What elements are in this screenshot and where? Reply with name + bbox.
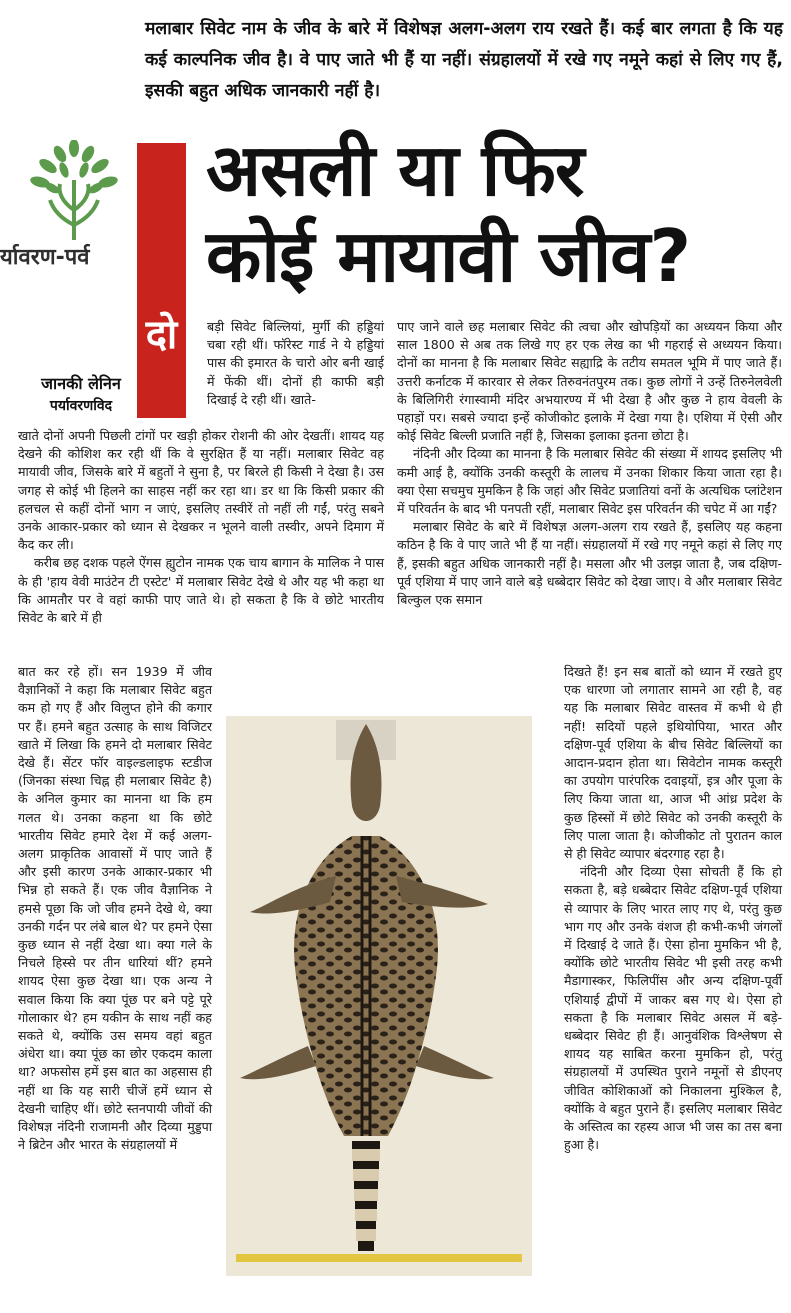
civet-specimen-photo (226, 716, 532, 1276)
article-column-2-top (397, 318, 782, 609)
author-name: जानकी लेनिन (41, 374, 121, 393)
headline (206, 127, 766, 299)
dropcap: दो (145, 312, 178, 358)
paragraph: बड़ी सिवेट बिल्लियां, मुर्गी की हड्डियां चबा रही थीं। फॉरेस्ट गार्ड ने ये हड्डियां पास की इमारत के चारो ओर बनी खाई में फेंकी थीं। दोनों ही काफी बड़ी दिखाई दे रही थीं। खाते- (207, 319, 384, 407)
paragraph: पाए जाने वाले छह मलाबार सिवेट की त्वचा और खोपड़ियों का अध्ययन किया और साल 1800 से अब तक लिखे गए हर एक लेख का भी गहराई से अध्ययन किया। दोनों का मानना है कि मलाबार सिवेट सह्याद्रि के तटीय समतल भूमि में पाए जाते हैं। उत्तरी कर्नाटक में कारवार से लेकर तिरुवनंतपुरम तक। कुछ लोगों ने उन्हें तिरुनेलवेली के बिलिगिरी रंगास्वामी मंदिर अभयारण्य में भी देखा है और कुछ ने हाय वेवली के पहाड़ों पर। सबसे ज्यादा इन्हें कोजीकोट इलाके में देखा गया है। एशिया में ऐसी और कोई सिवेट बिल्ली प्रजाति नहीं है, जिसका इलाका इतना छोटा है। (397, 319, 782, 444)
tree-logo-icon (24, 140, 124, 244)
paragraph: दिखते हैं! इन सब बातों को ध्यान में रखते हुए एक धारणा जो लगातार सामने आ रही है, वह यह कि मलाबार सिवेट वास्तव में कभी थे ही नहीं! सदियों पहले इथियोपिया, भारत और दक्षिण-पूर्व एशिया के बीच सिवेट बिल्लियों का आदान-प्रदान होता था। सिवेटोन नामक कस्तूरी का उपयोग पारंपरिक दवाइयों, इत्र और पूजा के लिए किया जाता था, आज भी आंध्र प्रदेश के कुछ हिस्सों में छोटे सिवेट को उनकी कस्तूरी के लिए पाला जाता है। कोजीकोट तो पुरातन काल से ही सिवेट व्यापार बंदरगाह रहा है। (564, 664, 782, 862)
paragraph: नंदिनी और दिव्या ऐसा सोचती हैं कि हो सकता है, बड़े धब्बेदार सिवेट दक्षिण-पूर्व एशिया से व्यापार के लिए भारत लाए गए थे, परंतु कुछ भाग गए और उनके वंशज ही कभी-कभी जंगलों में दिखाई दे जाते हैं। ऐसा होना मुमकिन भी है, क्योंकि छोटे भारतीय सिवेट भी इसी तरह कभी मैडागास्कर, फिलिपींस और अन्य दक्षिण-पूर्वी एशियाई द्वीपों में जाकर बस गए थे। ऐसा हो सकता है कि मलाबार सिवेट असल में बड़े-धब्बेदार सिवेट ही हैं। आनुवंशिक विश्लेषण से शायद यह साबित करना मुमकिन हो, परंतु संग्रहालयों में उपस्थित पुराने नमूनों से डीएनए जीवित कोशिकाओं को निकालना मुश्किल है, क्योंकि वे बहुत पुराने हैं। इसलिए मलाबार सिवेट के अस्तित्व का रहस्य आज भी जस का तस बना हुआ है। (564, 864, 782, 1153)
author-byline (22, 373, 140, 417)
article-deck: मलाबार सिवेट नाम के जीव के बारे में विशेषज्ञ अलग-अलग राय रखते हैं। कई बार लगता है कि यह कई काल्पनिक जीव है। वे पाए जाते भी हैं या नहीं। संग्रहालयों में रखे गए नमूने कहां से लिए गए हैं, इसकी बहुत अधिक जानकारी नहीं है। (145, 19, 783, 101)
paragraph: करीब छह दशक पहले ऐंगस ह्युटोन नामक एक चाय बागान के मालिक ने पास के ही 'हाय वेवी माउंटेन टी एस्टेट' में मलाबार सिवेट देखे थे और यह भी कहा था कि आमतौर पर वे वहां काफी पाए जाते थे। हो सकता है कि वे छोटे भारतीय सिवेट के बारे में ही (18, 555, 384, 626)
headline-line-2: कोई मायावी जीव? (206, 214, 691, 298)
article-column-1-middle (18, 427, 384, 627)
paragraph: मलाबार सिवेट के बारे में विशेषज्ञ अलग-अलग राय रखते हैं, इसलिए यह कहना कठिन है कि वे पाए जाते भी हैं या नहीं। संग्रहालयों में रखे गए नमूने कहां से लिए गए हैं, इसकी बहुत अधिक जानकारी नहीं है। मसला और भी उलझ जाता है, जब दक्षिण-पूर्व एशिया में पाए जाने वाले बड़े धब्बेदार सिवेट को देखा जाए। वे और मलाबार सिवेट बिल्कुल एक समान (397, 519, 782, 608)
column-brand: र्यावरण-पर्व (0, 245, 90, 270)
author-role: पर्यावरणविद (49, 398, 113, 414)
paragraph: बात कर रहे हों। सन 1939 में जीव वैज्ञानिकों ने कहा कि मलाबार सिवेट बहुत कम हो गए हैं और विलुप्त होने की कगार पर हैं। हमने बहुत उत्साह के साथ विजिटर खाते में लिखा कि हमने दो मलाबार सिवेट देखे हैं। सेंटर फॉर वाइल्डलाइफ स्टडीज (जिनका संस्था चिह्न ही मलाबार सिवेट है) के अनिल कुमार का मानना था कि हम गलत थे। उनका कहना था कि छोटे भारतीय सिवेट हमारे देश में कई अलग-अलग प्राकृतिक आवासों में पाए जाते हैं और इसी कारण उनके आकार-प्रकार भी भिन्न हो सकते हैं। एक जीव वैज्ञानिक ने हमसे पूछा कि जो जीव हमने देखे थे, क्या उनकी गर्दन पर लंबे बाल थे? पर हमने ऐसा कुछ ध्यान से नहीं देखा था। क्या गले के निचले हिस्से पर तीन धारियां थीं? हमने शायद ऐसा कुछ देखा था। एक अन्य ने सवाल किया कि क्या पूंछ पर बने पट्टे पूरे गोलाकार थे? हम यकीन के साथ नहीं कह सकते थे, क्योंकि उस समय वहां बहुत अंधेरा था। क्या पूंछ का छोर एकदम काला था? अफसोस हमें इस बात का अहसास ही नहीं था कि यह सारी चीजें हमें ध्यान से देखनी चाहिए थीं। छोटे स्तनपायी जीवों की विशेषज्ञ नंदिनी राजामनी और दिव्या मुड्डपा ने ब्रिटेन और भारत के संग्रहालयों में (18, 664, 212, 1153)
article-column-1-bottom (18, 663, 212, 1154)
article-column-2-bottom (564, 663, 782, 1154)
article-column-1-top (207, 318, 384, 409)
paragraph: खाते दोनों अपनी पिछली टांगों पर खड़ी होकर रोशनी की ओर देखतीं। शायद यह देखने की कोशिश कर रही थीं कि वे सुरक्षित हैं या नहीं। मलाबार सिवेट वह मायावी जीव, जिसके बारे में बहुतों ने सुना है, पर बिरले ही किसी ने देखा है। उस जगह से कोई भी हिलने का साहस नहीं कर रहा था। डर था कि किसी प्रकार की हलचल से कहीं दोनों भाग न जाएं, इसलिए तस्वीरें तो नहीं ली गईं, परंतु सबने उनके आकार-प्रकार को ध्यान से देखकर न भूलने वाली तस्वीर, अपने दिमाग में कैद कर ली। (18, 428, 384, 553)
paragraph: नंदिनी और दिव्या का मानना है कि मलाबार सिवेट की संख्या में शायद इसलिए भी कमी आई है, क्योंकि उनकी कस्तूरी के लालच में उनका शिकार किया जाता रहा है। क्या ऐसा सचमुच मुमकिन है कि जहां और सिवेट प्रजातियां वनों के अत्यधिक प्लांटेशन में परिवर्तन के बाद भी पनपती रहीं, मलाबार सिवेट इस परिवर्तन की चपेट में आ गईं? (397, 446, 782, 517)
headline-line-1: असली या फिर (206, 128, 584, 212)
accent-bar (137, 143, 186, 418)
